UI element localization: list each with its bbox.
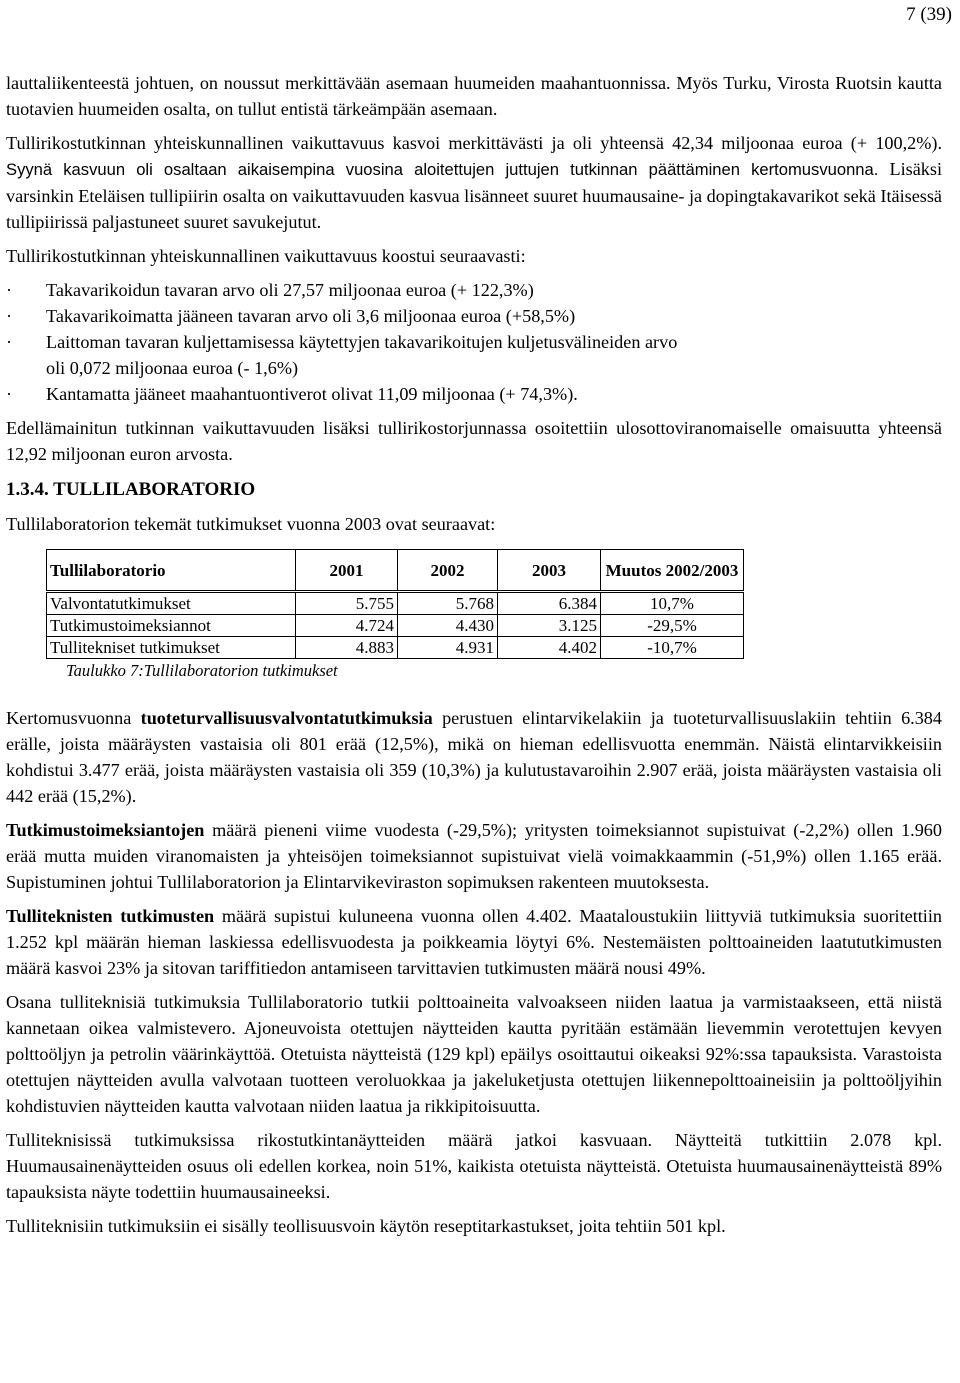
bullet-text: Kantamatta jääneet maahantuontiverot olivat 11,09 miljoonaa (+ 74,3%). — [46, 384, 578, 404]
header-cell: 2003 — [498, 550, 601, 592]
bullet-dot: · — [6, 306, 13, 326]
table-cell: 4.724 — [296, 615, 398, 637]
bullet-item — [6, 329, 686, 381]
paragraph-enforcement: Edellämainitun tutkinnan vaikuttavuuden lisäksi tullirikostorjunnassa osoitettiin ulosottoviranomaiselle omaisuutta yhteensä 12,92 miljoonan euron arvosta. — [6, 418, 942, 464]
text-span: määrä pieneni viime vuodesta (-29,5%); yritysten toimeksiannot supistuivat (-2,2%) ollen 1.960 erää mutta muiden viranomaisten ja yhteisöjen toimeksiannot supistuivat vielä voimakkaammin (-51,9%) ollen 1.165 erää. Supistuminen johtui Tullilaboratorion ja Elintarvikeviraston sopimuksen rakenteen muutoksesta. — [6, 820, 942, 892]
text-span: perustuen elintarvikelakiin ja tuoteturvallisuuslakiin tehtiin 6.384 erälle, joista määräysten vastaisia oli 801 erää (12,5%), mikä on hieman edellisvuotta enemmän. Näistä elintarvikkeisiin kohdistui 3.477 erää, joista määräysten vastaisia oli 359 (10,3%) ja kulutustavaroihin 2.907 erää, joista määräysten vastaisia oli 442 erää (15,2%). — [6, 708, 942, 806]
lab-statistics-table — [46, 549, 744, 659]
table-row — [47, 637, 744, 659]
bullet-item — [6, 303, 942, 329]
bold-term: Tulliteknisten tutkimusten — [6, 906, 215, 926]
paragraph-ferry-traffic: lauttaliikenteestä johtuen, on noussut merkittävään asemaan huumeiden maahantuonnissa. Myös Turku, Virosta Ruotsin kautta tuotavien huumeiden osalta, on tullut entistä tärkeämpään asemaan. — [6, 73, 942, 119]
table-cell: 3.125 — [498, 615, 601, 637]
table-row — [47, 615, 744, 637]
table-cell: 6.384 — [498, 592, 601, 615]
bold-term: tuoteturvallisuusvalvontatutkimuksia — [140, 708, 433, 728]
table-cell: 4.430 — [398, 615, 498, 637]
page-number: 7 (39) — [906, 4, 952, 25]
paragraph-impact-intro: Tullirikostutkinnan yhteiskunnallinen vaikuttavuus koostui seuraavasti: — [6, 246, 526, 266]
bullet-dot: · — [6, 332, 13, 352]
bullet-dot: · — [6, 384, 13, 404]
table-cell: 4.883 — [296, 637, 398, 659]
text-span: Kertomusvuonna — [6, 708, 141, 728]
header-cell: Muutos 2002/2003 — [601, 550, 744, 592]
paragraph-technical — [6, 903, 942, 981]
bullet-dot: · — [6, 280, 13, 300]
paragraph-product-safety — [6, 705, 942, 809]
impact-text-rest: Lisäksi varsinkin Eteläisen tullipiirin osalta on vaikuttavuuden kasvua lisänneet suuret huumausaine- ja dopingtakavarikot sekä Itäisessä tullipiirissä paljastuneet suuret savukejutut. — [6, 159, 942, 232]
bullet-item — [6, 277, 942, 303]
table-cell: 5.768 — [398, 592, 498, 615]
impact-text-sans: Syynä kasvuun oli osaltaan aikaisempina vuosina aloitettujen juttujen tutkinnan päättäminen kertomusvuonna. — [6, 160, 879, 179]
table-cell: 4.931 — [398, 637, 498, 659]
document-page — [6, 0, 942, 1239]
paragraph-crime-samples: Tulliteknisissä tutkimuksissa rikostutkintanäytteiden määrä jatkoi kasvuaan. Näytteitä tutkittiin 2.078 kpl. Huumausainenäytteiden osuus oli edellen korkea, noin 51%, kaikista otetuista näytteistä. Otetuista huumausainenäytteistä 89% tapauksista näyte todettiin huumausaineeksi. — [6, 1130, 942, 1202]
bold-term: Tutkimustoimeksiantojen — [6, 820, 205, 840]
table-cell: Tullitekniset tutkimukset — [47, 637, 296, 659]
paragraph-commissions — [6, 817, 942, 895]
text-span: määrä supistui kuluneena vuonna ollen 4.402. Maataloustukiin liittyviä tutkimuksia suoritettiin 1.252 kpl määrän hieman laskiessa edellisvuodesta ja poikkeamia löytyi 6%. Nestemäisten polttoaineiden laatututkimusten määrä kasvoi 23% ja sitovan tariffitiedon antamiseen tarvittavien tutkimusten määrä nousi 49%. — [6, 906, 943, 978]
table-row — [47, 592, 744, 615]
bullet-text: Takavarikoidun tavaran arvo oli 27,57 miljoonaa euroa (+ 122,3%) — [46, 280, 534, 300]
table-cell: Tutkimustoimeksiannot — [47, 615, 296, 637]
paragraph-fuels: Osana tulliteknisiä tutkimuksia Tullilaboratorio tutkii polttoaineita valvoakseen niiden laatua ja varmistaakseen, että niistä kannetaan oikea valmistevero. Ajoneuvoista otettujen näytteiden kautta pyritään estämään lievemmin verotettujen kevyen polttoöljyn ja petrolin väärinkäyttöä. Otetuista näytteistä (129 kpl) epäilys osoittautui oikeaksi 92%:ssa tapauksista. Varastoista otettujen näytteiden avulla valvotaan tuotteen veroluokkaa ja jakeluketjusta otettujen liikennepolttoaineisiin ja polttoöljyihin kohdistuvien näytteiden kautta valvotaan niiden laatua ja rikkipitoisuutta. — [6, 992, 942, 1116]
bullet-text: Laittoman tavaran kuljettamisessa käytettyjen takavarikoitujen kuljetusvälineiden arvo oli 0,072 miljoonaa euroa (- 1,6%) — [46, 332, 678, 378]
paragraph-butter: Tulliteknisiin tutkimuksiin ei sisälly teollisuusvoin käytön reseptitarkastukset, joita tehtiin 501 kpl. — [6, 1216, 726, 1236]
impact-bullet-list — [6, 277, 942, 407]
impact-text-serif: Tullirikostutkinnan yhteiskunnallinen vaikuttavuus kasvoi merkittävästi ja oli yhteensä 42,34 miljoonaa euroa (+ 100,2%). — [6, 133, 942, 153]
header-cell: Tullilaboratorio — [47, 550, 296, 592]
table-cell: 10,7% — [601, 592, 744, 615]
table-cell: Valvontatutkimukset — [47, 592, 296, 615]
table-header-row — [47, 550, 744, 592]
table-caption: Taulukko 7:Tullilaboratorion tutkimukset — [66, 661, 338, 680]
table-cell: 5.755 — [296, 592, 398, 615]
table-cell: -10,7% — [601, 637, 744, 659]
paragraph-lab-intro: Tullilaboratorion tekemät tutkimukset vuonna 2003 ovat seuraavat: — [6, 514, 496, 534]
header-cell: 2002 — [398, 550, 498, 592]
header-cell: 2001 — [296, 550, 398, 592]
table-cell: 4.402 — [498, 637, 601, 659]
table-cell: -29,5% — [601, 615, 744, 637]
paragraph-impact — [6, 130, 942, 235]
bullet-item — [6, 381, 942, 407]
bullet-text: Takavarikoimatta jääneen tavaran arvo oli 3,6 miljoonaa euroa (+58,5%) — [46, 306, 576, 326]
section-heading: 1.3.4. TULLILABORATORIO — [6, 479, 256, 500]
